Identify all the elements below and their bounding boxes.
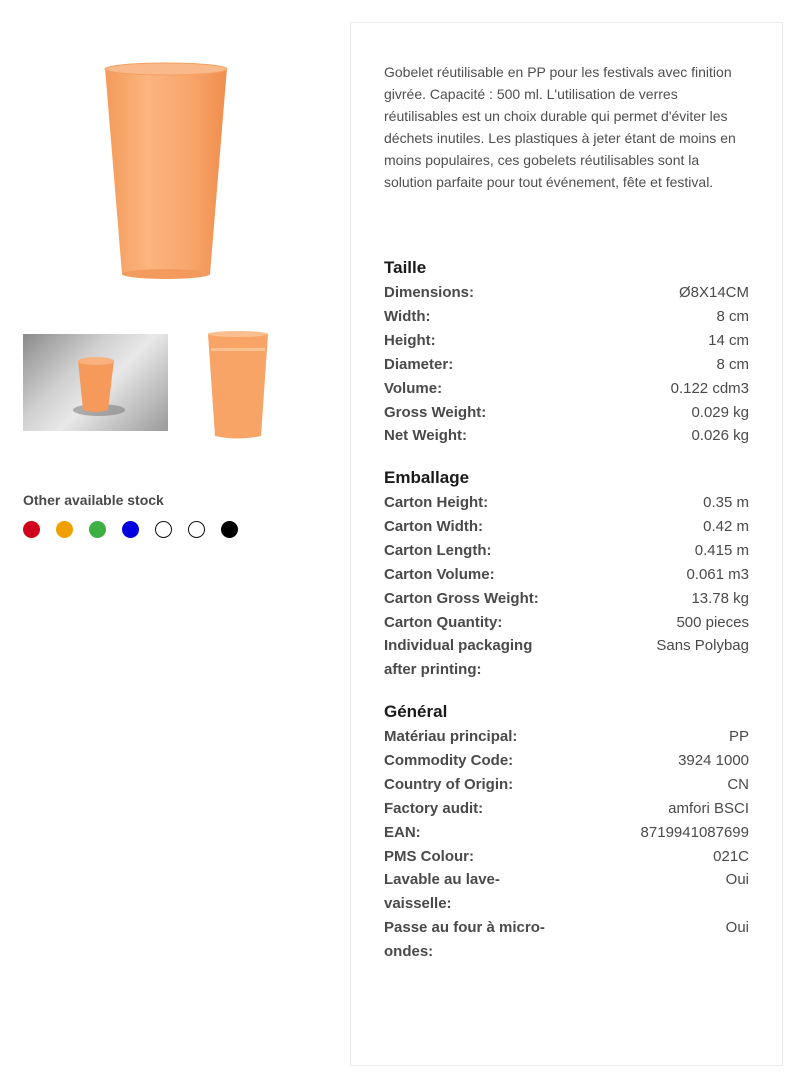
spec-row (384, 587, 749, 611)
spec-label: Carton Height: (384, 494, 489, 511)
color-swatch[interactable] (23, 521, 40, 538)
spec-section (384, 701, 749, 964)
spec-row (384, 515, 749, 539)
spec-row (384, 773, 749, 797)
spec-label: Passe au four à micro-ondes: (384, 919, 545, 961)
spec-value: 0.415 m (694, 541, 749, 559)
color-swatch[interactable] (188, 521, 205, 538)
spec-label: Factory audit: (384, 799, 484, 817)
spec-row (384, 401, 749, 425)
spec-row (384, 281, 749, 305)
spec-label: Height: (384, 331, 436, 349)
color-swatch[interactable] (155, 521, 172, 538)
spec-row (384, 845, 749, 869)
spec-value: amfori BSCI (668, 799, 749, 817)
spec-value: 13.78 kg (691, 589, 749, 607)
spec-label: Gross Weight: (384, 403, 487, 421)
color-swatch[interactable] (221, 521, 238, 538)
spec-row (384, 797, 749, 821)
spec-value: 14 cm (708, 331, 749, 349)
spec-row (384, 329, 749, 353)
orange-cup-icon[interactable] (96, 58, 236, 284)
spec-value: 0.35 m (703, 494, 749, 511)
spec-row (384, 749, 749, 773)
spec-label: Width: (384, 307, 431, 325)
spec-label: Net Weight: (384, 427, 468, 445)
spec-row (384, 725, 749, 749)
section-title: Emballage (384, 468, 470, 487)
orange-cup-icon[interactable] (205, 330, 271, 442)
spec-label: Dimensions: (384, 284, 475, 301)
spec-label: Individual packaging after printing: (384, 637, 533, 679)
color-swatch[interactable] (89, 521, 106, 538)
spec-value: Oui (725, 919, 749, 937)
spec-row (384, 491, 749, 515)
spec-section (384, 467, 749, 682)
spec-value: 3924 1000 (678, 751, 749, 769)
spec-label: PMS Colour: (384, 847, 474, 865)
spec-value: PP (728, 728, 749, 745)
spec-row (384, 868, 749, 916)
spec-value: 8 cm (716, 355, 749, 373)
spec-row (384, 563, 749, 587)
spec-label: Country of Origin: (384, 775, 514, 793)
spec-label: Matériau principal: (384, 728, 518, 745)
product-details-panel (350, 22, 783, 1066)
spec-label: EAN: (384, 823, 421, 841)
spec-value: Oui (725, 871, 749, 889)
product-gallery (0, 0, 340, 1090)
spec-row (384, 821, 749, 845)
spec-value: 0.029 kg (691, 403, 749, 421)
spec-label: Carton Length: (384, 541, 492, 559)
spec-row (384, 916, 749, 964)
color-swatches (23, 521, 238, 538)
spec-label: Carton Gross Weight: (384, 589, 539, 607)
spec-row (384, 634, 749, 682)
orange-cup-scene-icon[interactable] (23, 334, 168, 431)
product-description: Gobelet réutilisable en PP pour les festivals avec finition givrée. Capacité : 500 ml. L'utilisation de verres réutilisables est un choix durable qui permet d'éviter les déchets inutiles. Les plastiques à jeter étant de moins en moins populaires, ces gobelets réutilisables sont la solution parfaite pour tout événement, fête et festival. (384, 64, 736, 190)
spec-section (384, 257, 749, 448)
spec-value: 8 cm (716, 307, 749, 325)
spec-label: Carton Quantity: (384, 613, 503, 631)
spec-value: 0.026 kg (691, 427, 749, 445)
spec-row (384, 377, 749, 401)
spec-label: Volume: (384, 379, 443, 397)
spec-label: Carton Volume: (384, 565, 495, 583)
color-swatch[interactable] (122, 521, 139, 538)
spec-row (384, 305, 749, 329)
section-title: Général (384, 702, 448, 721)
spec-label: Carton Width: (384, 517, 484, 535)
section-title: Taille (384, 258, 427, 277)
spec-value: 8719941087699 (640, 823, 749, 841)
spec-value: Ø8X14CM (678, 284, 749, 301)
spec-label: Diameter: (384, 355, 454, 373)
other-stock-title: Other available stock (23, 492, 164, 508)
spec-label: Commodity Code: (384, 751, 514, 769)
spec-row (384, 424, 749, 448)
spec-row (384, 539, 749, 563)
spec-row (384, 353, 749, 377)
spec-label: Lavable au lave-vaisselle: (384, 871, 500, 913)
spec-value: 021C (713, 847, 749, 865)
spec-value: Sans Polybag (656, 637, 749, 655)
spec-value: 0.061 m3 (686, 565, 749, 583)
color-swatch[interactable] (56, 521, 73, 538)
spec-value: 0.122 cdm3 (670, 379, 749, 397)
spec-value: CN (727, 775, 749, 793)
spec-value: 500 pieces (676, 613, 749, 631)
spec-value: 0.42 m (703, 517, 749, 535)
spec-row (384, 611, 749, 635)
